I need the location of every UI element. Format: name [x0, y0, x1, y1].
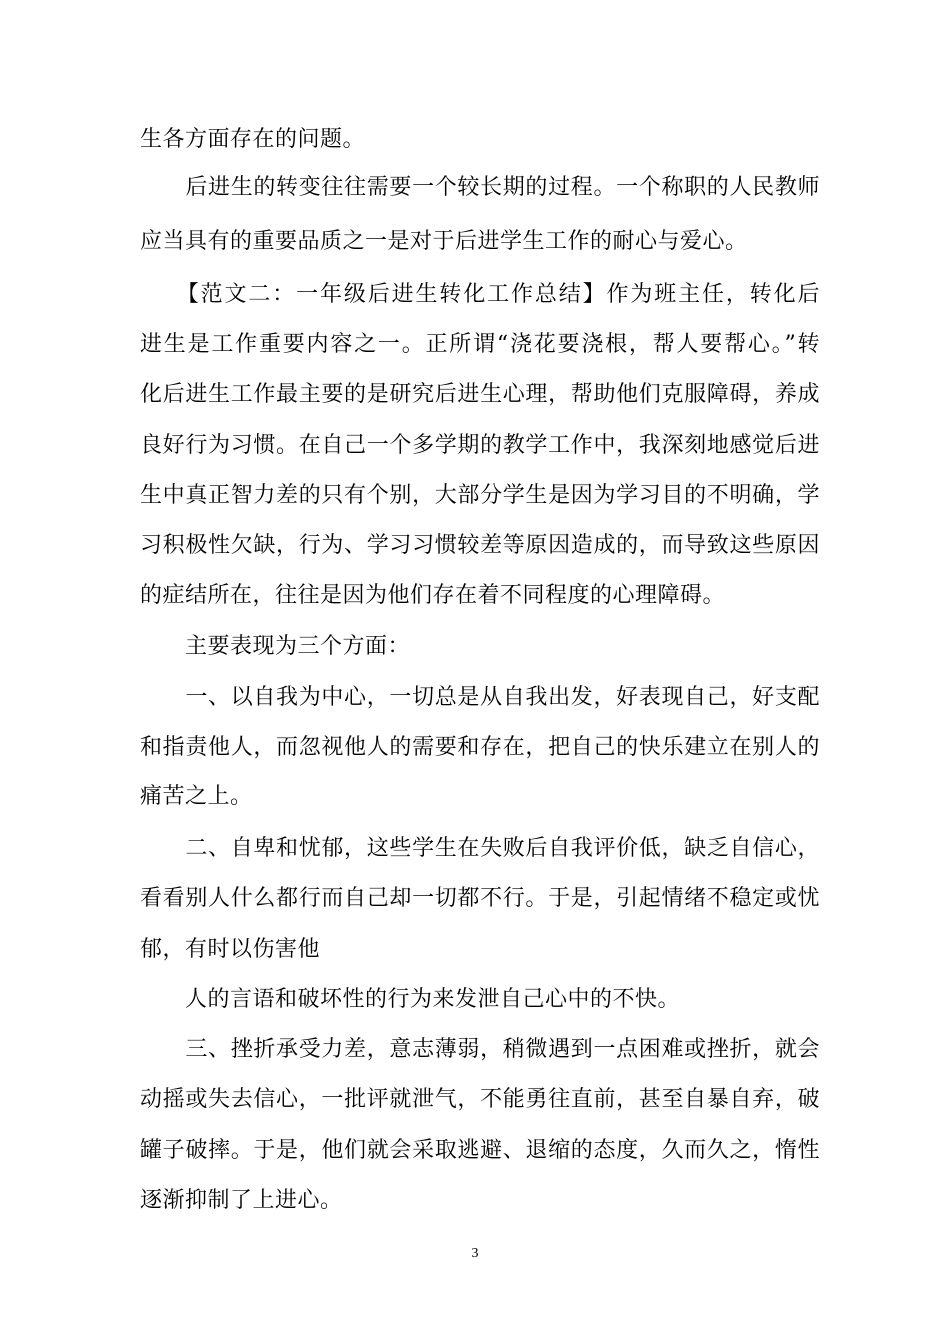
paragraph-line: 应当具有的重要品质之一是对于后进学生工作的耐心与爱心。	[140, 229, 748, 254]
paragraph-line: 人的言语和破坏性的行为来发泄自己心中的不快。	[140, 987, 681, 1012]
paragraph-line: 郁，有时以伤害他	[140, 937, 321, 962]
paragraph-line: 主要表现为三个方面：	[140, 634, 411, 659]
paragraph-line: 痛苦之上。	[140, 784, 253, 809]
paragraph-line: 化后进生工作最主要的是研究后进生心理，帮助他们克服障碍，养成	[140, 382, 820, 407]
paragraph-line: 三、挫折承受力差，意志薄弱，稍微遇到一点困难或挫折，就会	[140, 1037, 820, 1062]
paragraph-line: 动摇或失去信心，一批评就泄气，不能勇往直前，甚至自暴自弃，破	[140, 1087, 820, 1112]
paragraph-line: 生中真正智力差的只有个别，大部分学生是因为学习目的不明确，学	[140, 483, 820, 508]
paragraph-line: 和指责他人，而忽视他人的需要和存在，把自己的快乐建立在别人的	[140, 735, 820, 760]
paragraph-line: 良好行为习惯。在自己一个多学期的教学工作中，我深刻地感觉后进	[140, 433, 820, 458]
paragraph-line: 看看别人什么都行而自己却一切都不行。于是，引起情绪不稳定或忧	[140, 886, 820, 911]
paragraph-line: 【范文二：一年级后进生转化工作总结】作为班主任，转化后	[140, 282, 820, 307]
page-number: 3	[471, 1246, 479, 1261]
paragraph-line: 进生是工作重要内容之一。正所谓“浇花要浇根，帮人要帮心。”转	[140, 332, 820, 357]
paragraph-line: 生各方面存在的问题。	[140, 127, 366, 152]
paragraph-line: 罐子破摔。于是，他们就会采取逃避、退缩的态度，久而久之，惰性	[140, 1138, 820, 1163]
paragraph-line: 后进生的转变往往需要一个较长期的过程。一个称职的人民教师	[140, 175, 820, 200]
paragraph-line: 二、自卑和忧郁，这些学生在失败后自我评价低，缺乏自信心，	[140, 836, 820, 861]
paragraph-line: 一、以自我为中心，一切总是从自我出发，好表现自己，好支配	[140, 685, 820, 710]
paragraph-line: 习积极性欠缺，行为、学习习惯较差等原因造成的，而导致这些原因	[140, 533, 820, 558]
paragraph-line: 的症结所在，往往是因为他们存在着不同程度的心理障碍。	[140, 583, 726, 608]
paragraph-line: 逐渐抑制了上进心。	[140, 1188, 343, 1213]
